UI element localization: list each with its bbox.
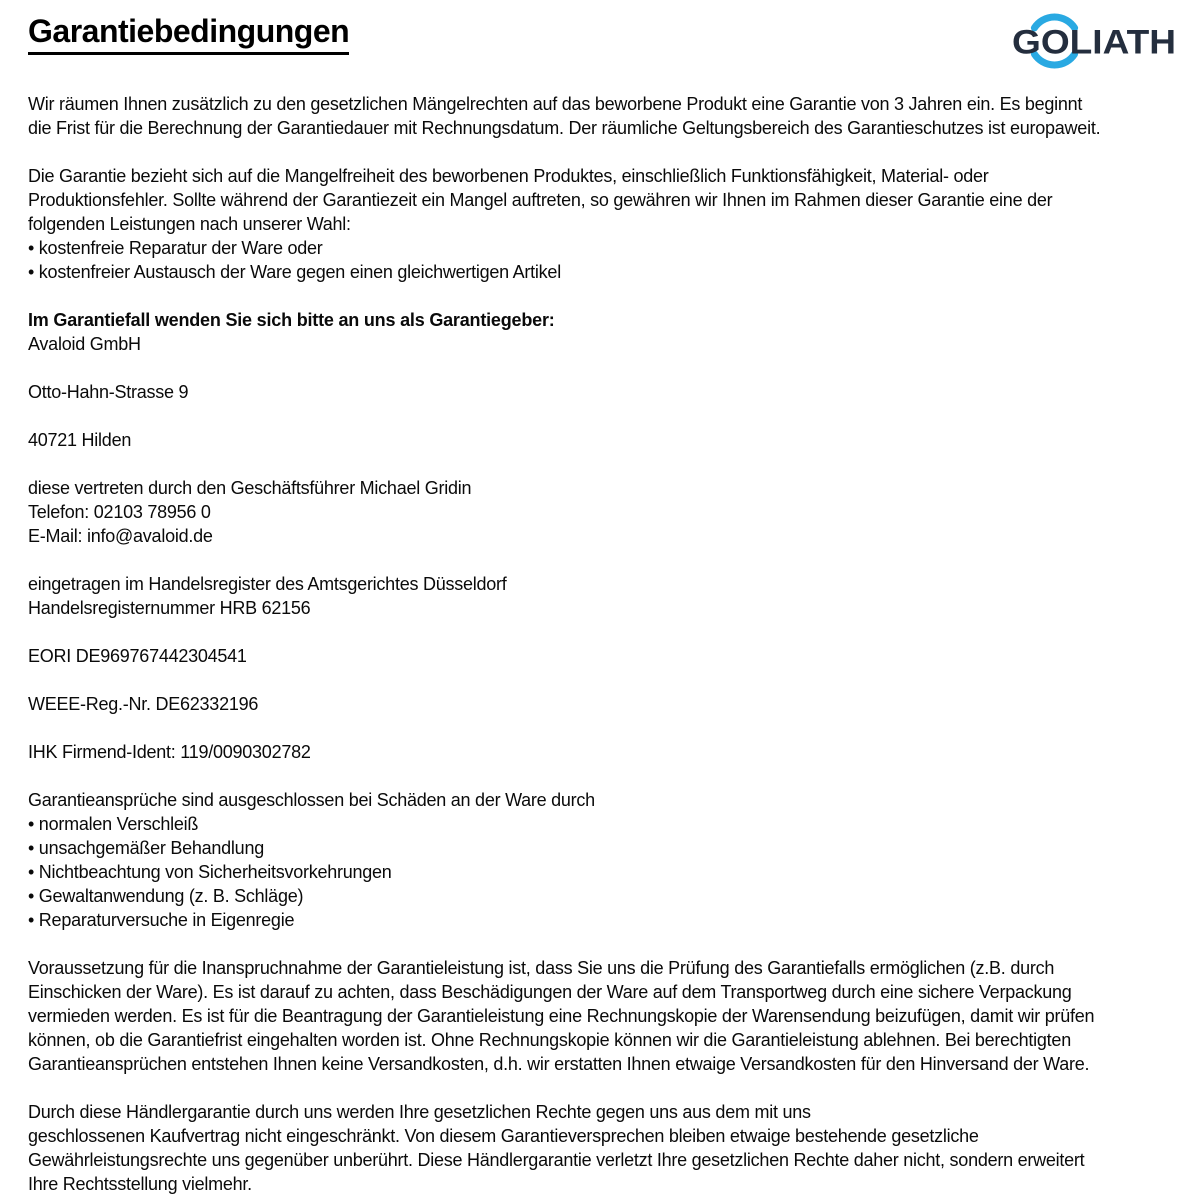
- document-line: Wir räumen Ihnen zusätzlich zu den gesetzlichen Mängelrechten auf das beworbene Produkt eine Garantie von 3 Jahren ein. Es beginnt: [28, 94, 1083, 114]
- document-line: können, ob die Garantiefrist eingehalten worden ist. Ohne Rechnungskopie können wir die Garantieleistung ablehnen. Bei berechtigten: [28, 1030, 1071, 1050]
- document-line: Garantieansprüchen entstehen Ihnen keine Versandkosten, d.h. wir erstatten Ihnen etwaige Versandkosten für den Hinversand der Ware.: [28, 1054, 1090, 1074]
- document-line: Otto-Hahn-Strasse 9: [28, 382, 189, 402]
- document-line: Im Garantiefall wenden Sie sich bitte an uns als Garantiegeber:: [28, 310, 555, 330]
- page-title: Garantiebedingungen: [28, 13, 349, 55]
- document-body: [28, 92, 1188, 1196]
- document-line: • Nichtbeachtung von Sicherheitsvorkehrungen: [28, 862, 392, 882]
- document-line: E-Mail: info@avaloid.de: [28, 526, 213, 546]
- document-line: geschlossenen Kaufvertrag nicht eingeschränkt. Von diesem Garantieversprechen bleiben etwaige bestehende gesetzliche: [28, 1126, 979, 1146]
- document-line: vermieden werden. Es ist für die Beantragung der Garantieleistung eine Rechnungskopie der Warensendung beizufügen, damit wir prüfen: [28, 1006, 1095, 1026]
- document-line: Telefon: 02103 78956 0: [28, 502, 211, 522]
- document-line: folgenden Leistungen nach unserer Wahl:: [28, 214, 351, 234]
- document-line: IHK Firmend-Ident: 119/0090302782: [28, 742, 311, 762]
- document-line: eingetragen im Handelsregister des Amtsgerichtes Düsseldorf: [28, 574, 507, 594]
- document-blank-line: [28, 1076, 1188, 1100]
- document-line: Ihre Rechtsstellung vielmehr.: [28, 1174, 252, 1194]
- document-line: WEEE-Reg.-Nr. DE62332196: [28, 694, 259, 714]
- document-blank-line: [28, 764, 1188, 788]
- document-line: Produktionsfehler. Sollte während der Garantiezeit ein Mangel auftreten, so gewähren wir Ihnen im Rahmen dieser Garantie eine der: [28, 190, 1053, 210]
- document-blank-line: [28, 356, 1188, 380]
- goliath-logo: [1010, 11, 1178, 71]
- logo-wordmark: GOLIATH: [1012, 23, 1176, 62]
- document-line: Die Garantie bezieht sich auf die Mangelfreiheit des beworbenen Produktes, einschließlich Funktionsfähigkeit, Material- oder: [28, 166, 989, 186]
- document-line: • kostenfreier Austausch der Ware gegen einen gleichwertigen Artikel: [28, 262, 561, 282]
- document-line: diese vertreten durch den Geschäftsführer Michael Gridin: [28, 478, 472, 498]
- document-line: • unsachgemäßer Behandlung: [28, 838, 264, 858]
- document-line: Einschicken der Ware). Es ist darauf zu achten, dass Beschädigungen der Ware auf dem Transportweg durch eine sichere Verpackung: [28, 982, 1072, 1002]
- document-line: Durch diese Händlergarantie durch uns werden Ihre gesetzlichen Rechte gegen uns aus dem mit uns: [28, 1102, 811, 1122]
- document-blank-line: [28, 716, 1188, 740]
- document-line: • kostenfreie Reparatur der Ware oder: [28, 238, 323, 258]
- document-blank-line: [28, 284, 1188, 308]
- document-blank-line: [28, 548, 1188, 572]
- document-line: Garantieansprüche sind ausgeschlossen bei Schäden an der Ware durch: [28, 790, 595, 810]
- document-blank-line: [28, 140, 1188, 164]
- document-line: Avaloid GmbH: [28, 334, 141, 354]
- document-line: Gewährleistungsrechte uns gegenüber unberührt. Diese Händlergarantie verletzt Ihre gesetzlichen Rechte daher nicht, sondern erweitert: [28, 1150, 1085, 1170]
- document-line: Handelsregisternummer HRB 62156: [28, 598, 311, 618]
- document-blank-line: [28, 620, 1188, 644]
- document-line: • normalen Verschleiß: [28, 814, 199, 834]
- document-line: die Frist für die Berechnung der Garantiedauer mit Rechnungsdatum. Der räumliche Geltungsbereich des Garantieschutzes ist europaweit.: [28, 118, 1101, 138]
- document-blank-line: [28, 404, 1188, 428]
- document-line: EORI DE969767442304541: [28, 646, 247, 666]
- document-line: 40721 Hilden: [28, 430, 132, 450]
- document-blank-line: [28, 932, 1188, 956]
- document-blank-line: [28, 452, 1188, 476]
- document-line: • Reparaturversuche in Eigenregie: [28, 910, 295, 930]
- document-line: Voraussetzung für die Inanspruchnahme der Garantieleistung ist, dass Sie uns die Prüfung des Garantiefalls ermöglichen (z.B. durch: [28, 958, 1055, 978]
- document-line: • Gewaltanwendung (z. B. Schläge): [28, 886, 304, 906]
- goliath-logo-icon: [1010, 11, 1178, 71]
- document-blank-line: [28, 668, 1188, 692]
